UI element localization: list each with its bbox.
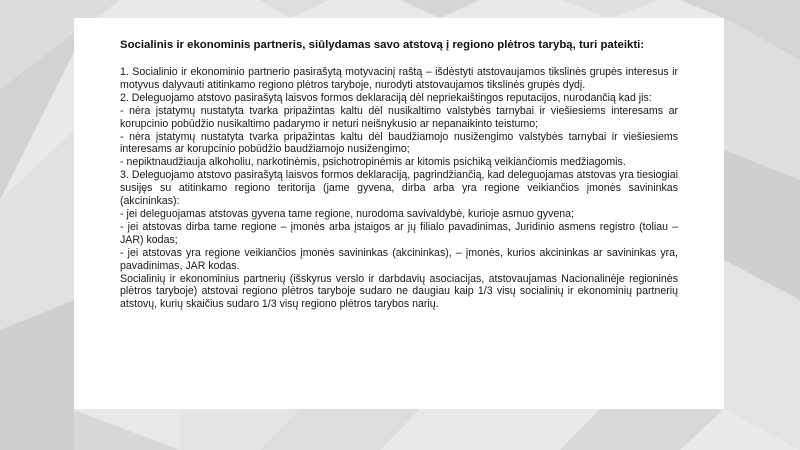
- document-title: Socialinis ir ekonominis partneris, siūlydamas savo atstovą į regiono plėtros tarybą, turi pateikti:: [120, 39, 645, 51]
- paragraph-8: - jei atstovas dirba tame regione – įmonės arba įstaigos ar jų filialo pavadinimas, Juridinio asmens registro (toliau – JAR) kodas;: [120, 220, 678, 246]
- paragraph-7: - jei deleguojamas atstovas gyvena tame regione, nurodoma savivaldybė, kurioje asmuo gyvena;: [120, 207, 575, 220]
- paragraph-6: 3. Deleguojamo atstovo pasirašytą laisvos formos deklaraciją, pagrindžiančią, kad deleguojamas atstovas yra tiesiogiai susijęs su atitinkamo regiono teritorija (jame gyvena, dirba arba yra regione veikiančios įmonės savininkas (akcininkas):: [120, 169, 678, 208]
- paragraph-5: - nepiktnaudžiauja alkoholiu, narkotinėmis, psichotropinėmis ar kitomis psichiką veikiančiomis medžiagomis.: [120, 156, 626, 169]
- paragraph-9: - jei atstovas yra regione veikiančios įmonės savininkas (akcininkas), – įmonės, kurios akcininkas ar savininkas yra, pavadinimas, JAR kodas.: [120, 246, 678, 272]
- document-card: [74, 18, 724, 409]
- paragraph-10: Socialinių ir ekonominius partnerių (išskyrus verslo ir darbdavių asociacijas, atstovaujamas Nacionalinėje regioninės plėtros taryboje) atstovai regiono plėtros taryboje sudaro ne daugiau kaip 1/3 visų socialinių ir ekonominių partnerių atstovų, kurių skaičius sudaro 1/3 visų regiono plėtros tarybos narių.: [120, 272, 678, 311]
- paragraph-2: 2. Deleguojamo atstovo pasirašytą laisvos formos deklaraciją dėl nepriekaištingos reputacijos, nurodančią kad jis:: [120, 91, 652, 104]
- paragraph-3: - nėra įstatymų nustatyta tvarka pripažintas kaltu dėl nusikaltimo valstybės tarnybai ir viešiesiems interesams ar korupcinio pobūdžio nusikaltimo padarymo ir neturi neišnykusio ar nepanaikinto teistumo;: [120, 104, 678, 130]
- paragraph-4: - nėra įstatymų nustatyta tvarka pripažintas kaltu dėl baudžiamojo nusižengimo valstybės tarnybai ir viešiesiems interesams ar korupcinio pobūdžio baudžiamojo nusižengimo;: [120, 130, 678, 156]
- paragraph-1: 1. Socialinio ir ekonominio partnerio pasirašytą motyvacinį raštą – išdėstyti atstovaujamos tikslinės grupės interesus ir motyvus dalyvauti atitinkamo regiono plėtros taryboje, nurodyti atstovaujamos tikslinės grupės dydį.: [120, 66, 678, 91]
